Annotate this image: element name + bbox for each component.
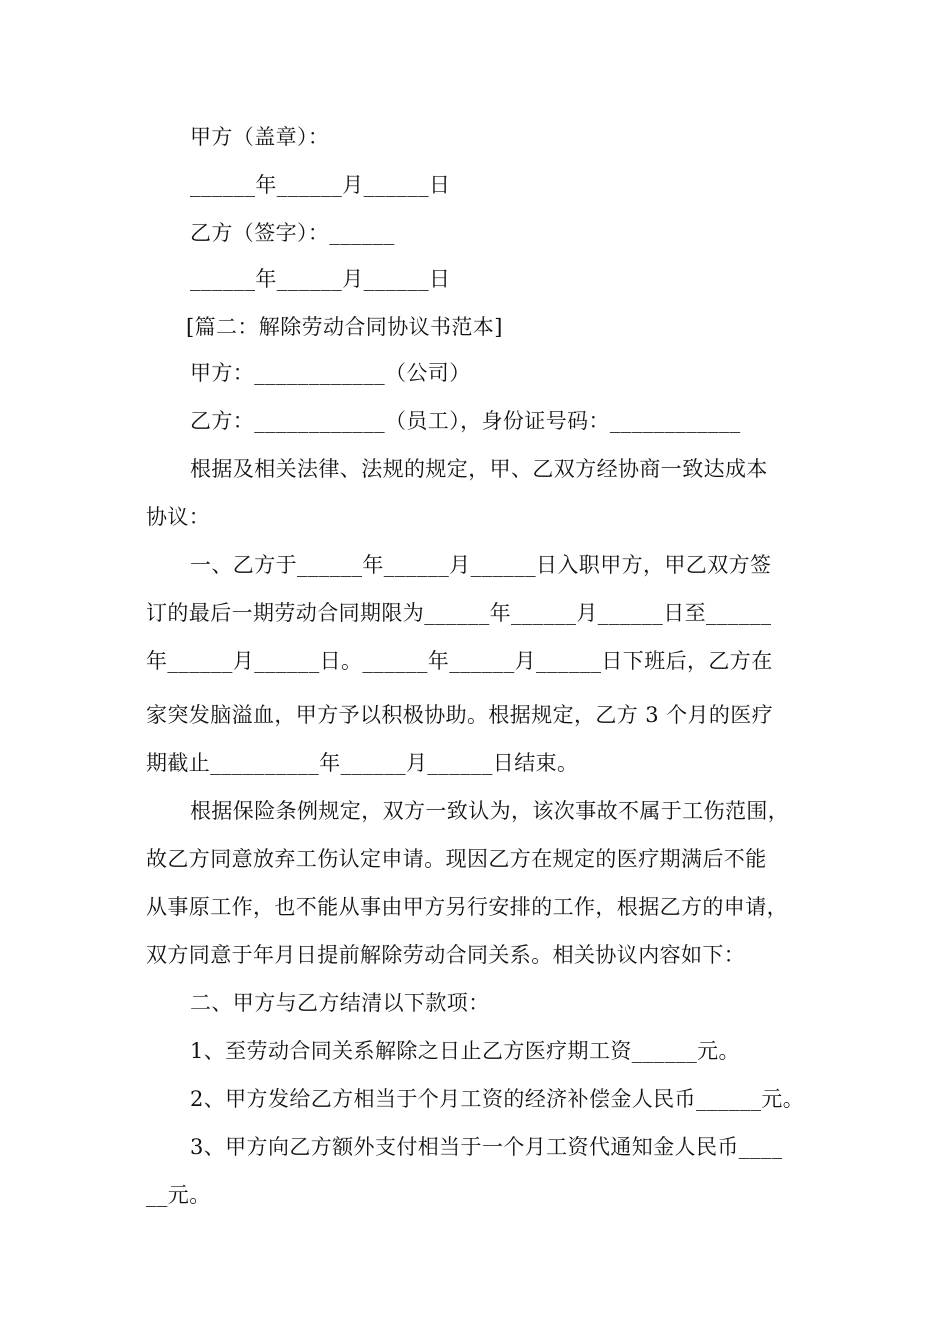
party-a-date-line: ______年______月______日 (190, 173, 451, 197)
insurance-paragraph-line-1: 根据保险条例规定，双方一致认为，该次事故不属于工伤范围， (190, 799, 790, 823)
clause-one-line-5: 期截止__________年______月______日结束。 (146, 751, 579, 775)
clause-one-line-1: 一、乙方于______年______月______日入职甲方，甲乙双方签 (190, 553, 772, 577)
section-title: [篇二：解除劳动合同协议书范本] (186, 315, 503, 339)
party-b-employee-line: 乙方：____________（员工），身份证号码：____________ (190, 409, 741, 433)
insurance-paragraph-line-3: 从事原工作，也不能从事由甲方另行安排的工作，根据乙方的申请， (146, 895, 788, 919)
payment-item-1: 1、至劳动合同关系解除之日止乙方医疗期工资______元。 (190, 1039, 740, 1063)
party-a-seal-line: 甲方（盖章）： (190, 125, 330, 149)
paragraph-intro-line-1: 根据及相关法律、法规的规定，甲、乙双方经协商一致达成本 (190, 457, 768, 481)
payment-item-3-line-1: 3、甲方向乙方额外支付相当于一个月工资代通知金人民币____ (190, 1135, 783, 1159)
payment-item-3-line-2: __元。 (146, 1183, 211, 1207)
clause-two-heading: 二、甲方与乙方结清以下款项： (190, 991, 490, 1015)
insurance-paragraph-line-2: 故乙方同意放弃工伤认定申请。现因乙方在规定的医疗期满后不能 (146, 847, 767, 871)
party-b-signature-line: 乙方（签字）：______ (190, 221, 395, 245)
insurance-paragraph-line-4: 双方同意于年月日提前解除劳动合同关系。相关协议内容如下： (146, 943, 746, 967)
payment-item-2: 2、甲方发给乙方相当于个月工资的经济补偿金人民币______元。 (190, 1087, 805, 1111)
party-b-date-line: ______年______月______日 (190, 267, 451, 291)
party-a-company-line: 甲方：____________（公司） (190, 361, 471, 385)
clause-one-line-4: 家突发脑溢血，甲方予以积极协助。根据规定，乙方 3 个月的医疗 (146, 703, 774, 727)
paragraph-intro-line-2: 协议： (146, 505, 211, 529)
clause-one-line-2: 订的最后一期劳动合同期限为______年______月______日至______ (146, 601, 772, 625)
clause-one-line-3: 年______月______日。______年______月______日下班后，乙方在 (146, 649, 773, 673)
